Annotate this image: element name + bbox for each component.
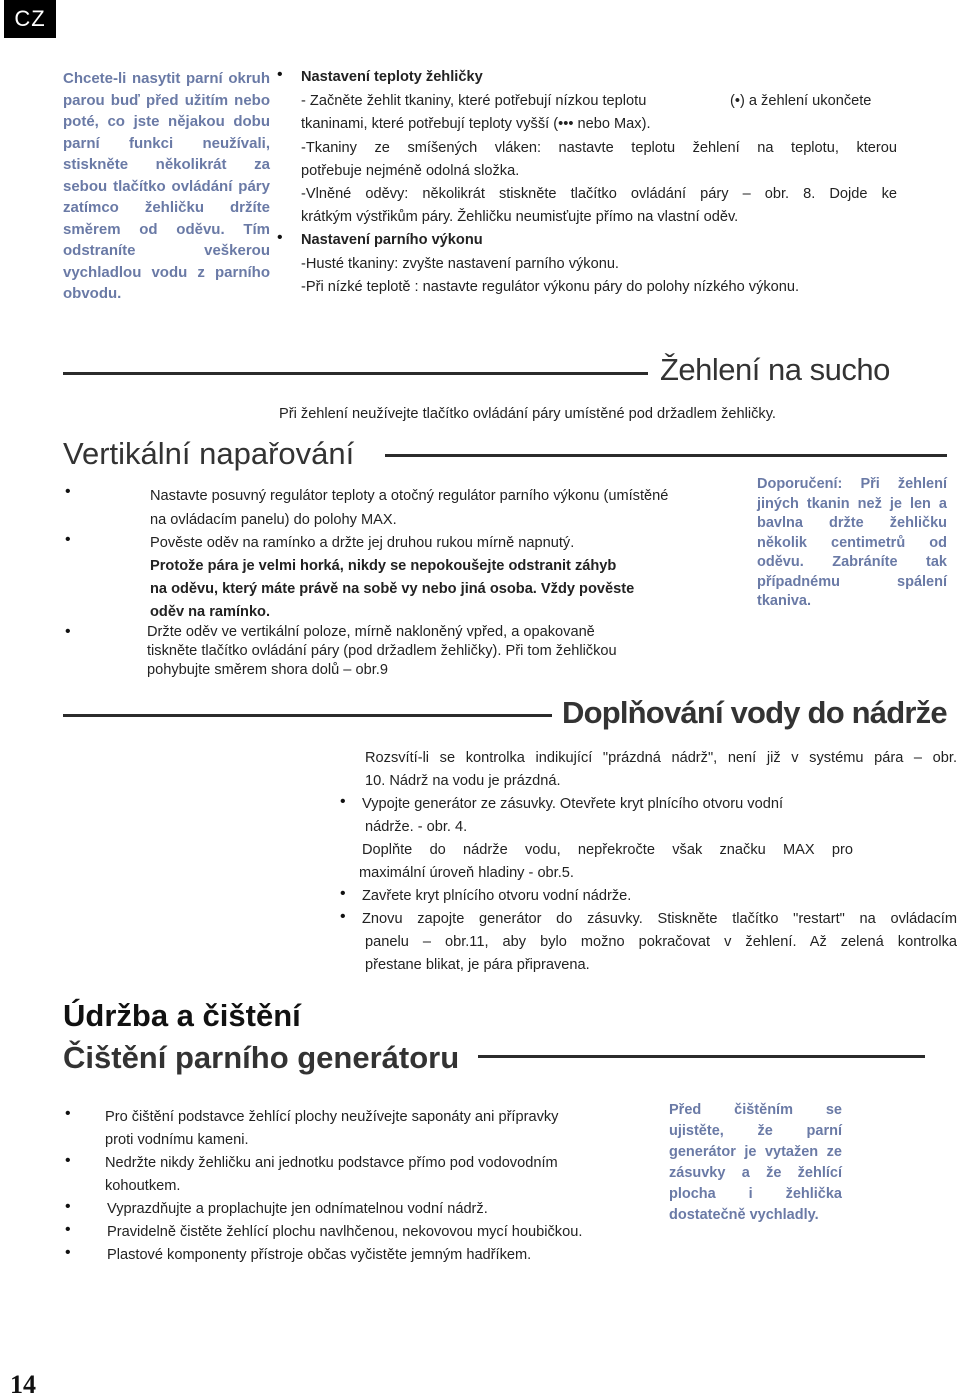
bullet-icon: • — [65, 623, 71, 640]
cleaning-line: Plastové komponenty přístroje občas vyčistěte jemným hadříkem. — [107, 1247, 532, 1263]
language-badge: CZ — [4, 0, 56, 38]
section-divider — [478, 1055, 925, 1058]
temp-line: (•) a žehlení ukončete — [730, 93, 872, 109]
steam-warning: Protože pára je velmi horká, nikdy se nepokoušejte odstranit záhyb — [150, 558, 617, 574]
temp-line: - Začněte žehlit tkaniny, které potřebují nízkou teplotu — [301, 93, 647, 109]
bullet-icon: • — [65, 1105, 71, 1122]
cleaning-sidenote: Před čištěním se ujistěte, že parní generátor je vytažen ze zásuvky a že žehlící plocha i žehlička dostatečně vychladly. — [669, 1102, 842, 1223]
refill-line: maximální úroveň hladiny - obr.5. — [359, 865, 574, 881]
dry-ironing-text: Při žehlení neužívejte tlačítko ovládání páry umístěné pod držadlem žehličky. — [279, 406, 776, 422]
steam-line: -Husté tkaniny: zvyšte nastavení parního výkonu. — [301, 256, 619, 272]
steam-warning: oděv na ramínko. — [150, 604, 271, 620]
refill-line: Rozsvítí-li se kontrolka indikující "prázdná nádrž", není již v systému pára – obr. — [365, 750, 957, 766]
cleaning-line: Nedržte nikdy žehličku ani jednotku podstavce přímo pod vodovodním — [105, 1155, 558, 1171]
temp-settings-heading: Nastavení teploty žehličky — [301, 69, 483, 85]
vertical-line: Nastavte posuvný regulátor teploty a otočný regulátor parního výkonu (umístěné — [150, 488, 669, 504]
page-number: 14 — [10, 1370, 36, 1399]
maintenance-heading: Údržba a čištění — [63, 998, 301, 1033]
bullet-icon: • — [65, 1221, 71, 1238]
refill-line: Vypojte generátor ze zásuvky. Otevřete kryt plnícího otvoru vodní — [362, 796, 783, 812]
vertical-line: tiskněte tlačítko ovládání páry (pod držadlem žehličky). Při tom žehličkou — [147, 643, 617, 659]
bullet-icon: • — [277, 229, 283, 246]
bullet-icon: • — [277, 66, 283, 83]
bullet-icon: • — [65, 531, 71, 548]
cleaning-line: Pravidelně čistěte žehlící plochu navlhčenou, nekovovou mycí houbičkou. — [107, 1224, 583, 1240]
steam-line: -Při nízké teplotě : nastavte regulátor výkonu páry do polohy nízkého výkonu. — [301, 279, 800, 295]
vertical-line: na ovládacím panelu) do polohy MAX. — [150, 512, 397, 528]
temp-line: -Vlněné oděvy: několikrát stiskněte tlačítko ovládání páry – obr. 8. Dojde ke — [301, 186, 897, 202]
temp-line: krátkým výstřikům páry. Žehličku neumisťujte přímo na vlastní oděv. — [301, 209, 739, 225]
refill-line: 10. Nádrž na vodu je prázdná. — [365, 773, 561, 789]
bullet-icon: • — [340, 885, 346, 902]
bullet-icon: • — [65, 483, 71, 500]
dry-ironing-heading: Žehlení na sucho — [660, 352, 890, 387]
vertical-steam-heading: Vertikální napařování — [63, 436, 355, 471]
bullet-icon: • — [65, 1198, 71, 1215]
refill-heading: Doplňování vody do nádrže — [562, 695, 947, 730]
cleaning-line: Pro čištění podstavce žehlící plochy neužívejte saponáty ani přípravky — [105, 1109, 559, 1125]
refill-line: panelu – obr.11, aby bylo možno pokračovat v žehlení. Až zelená kontrolka — [365, 934, 957, 950]
vertical-line: pohybujte směrem shora dolů – obr.9 — [147, 662, 388, 678]
temp-line: tkaninami, které potřebují teploty vyšší (••• nebo Max). — [301, 116, 651, 132]
refill-line: Doplňte do nádrže vodu, nepřekročte však značku MAX pro — [362, 842, 853, 858]
section-divider — [385, 454, 947, 457]
bullet-icon: • — [340, 908, 346, 925]
section-divider — [63, 714, 552, 717]
refill-line: nádrže. - obr. 4. — [365, 819, 468, 835]
cleaning-line: proti vodnímu kameni. — [105, 1132, 249, 1148]
cleaning-line: Vyprazdňujte a proplachujte jen odnímatelnou vodní nádrž. — [107, 1201, 488, 1217]
steam-warning: na oděvu, který máte právě na sobě vy nebo jiná osoba. Vždy pověste — [150, 581, 635, 597]
temp-line: potřebuje nejméně odolná složka. — [301, 163, 520, 179]
refill-line: přestane blikat, je pára připravena. — [365, 957, 590, 973]
vertical-line: Pověste oděv na ramínko a držte jej druhou rukou mírně napnutý. — [150, 535, 575, 551]
steam-settings-heading: Nastavení parního výkonu — [301, 232, 483, 248]
steam-circuit-sidenote: Chcete-li nasytit parní okruh parou buď před užitím nebo poté, co jste nějakou dobu parní funkci neužívali, stiskněte několikrát za sebou tlačítko ovládání páry zatímco žehličku držíte směrem od oděvu. Tím odstraníte veškerou vychladlou vodu z parního obvodu. — [63, 70, 270, 302]
bullet-icon: • — [65, 1152, 71, 1169]
temp-line: -Tkaniny ze smíšených vláken: nastavte teplotu žehlení na teplotu, kterou — [301, 140, 897, 156]
section-divider — [63, 372, 648, 375]
refill-line: Zavřete kryt plnícího otvoru vodní nádrže. — [362, 888, 632, 904]
bullet-icon: • — [340, 793, 346, 810]
refill-line: Znovu zapojte generátor do zásuvky. Stiskněte tlačítko "restart" na ovládacím — [362, 911, 957, 927]
cleaning-line: kohoutkem. — [105, 1178, 181, 1194]
cleaning-subheading: Čištění parního generátoru — [63, 1040, 460, 1075]
bullet-icon: • — [65, 1244, 71, 1261]
vertical-line: Držte oděv ve vertikální poloze, mírně nakloněný vpřed, a opakovaně — [147, 624, 595, 640]
vertical-steam-sidenote: Doporučení: Při žehlení jiných tkanin než je len a bavlna držte žehličku několik centimetrů od oděvu. Zabráníte tak případnému spálení tkaniva. — [757, 476, 947, 609]
